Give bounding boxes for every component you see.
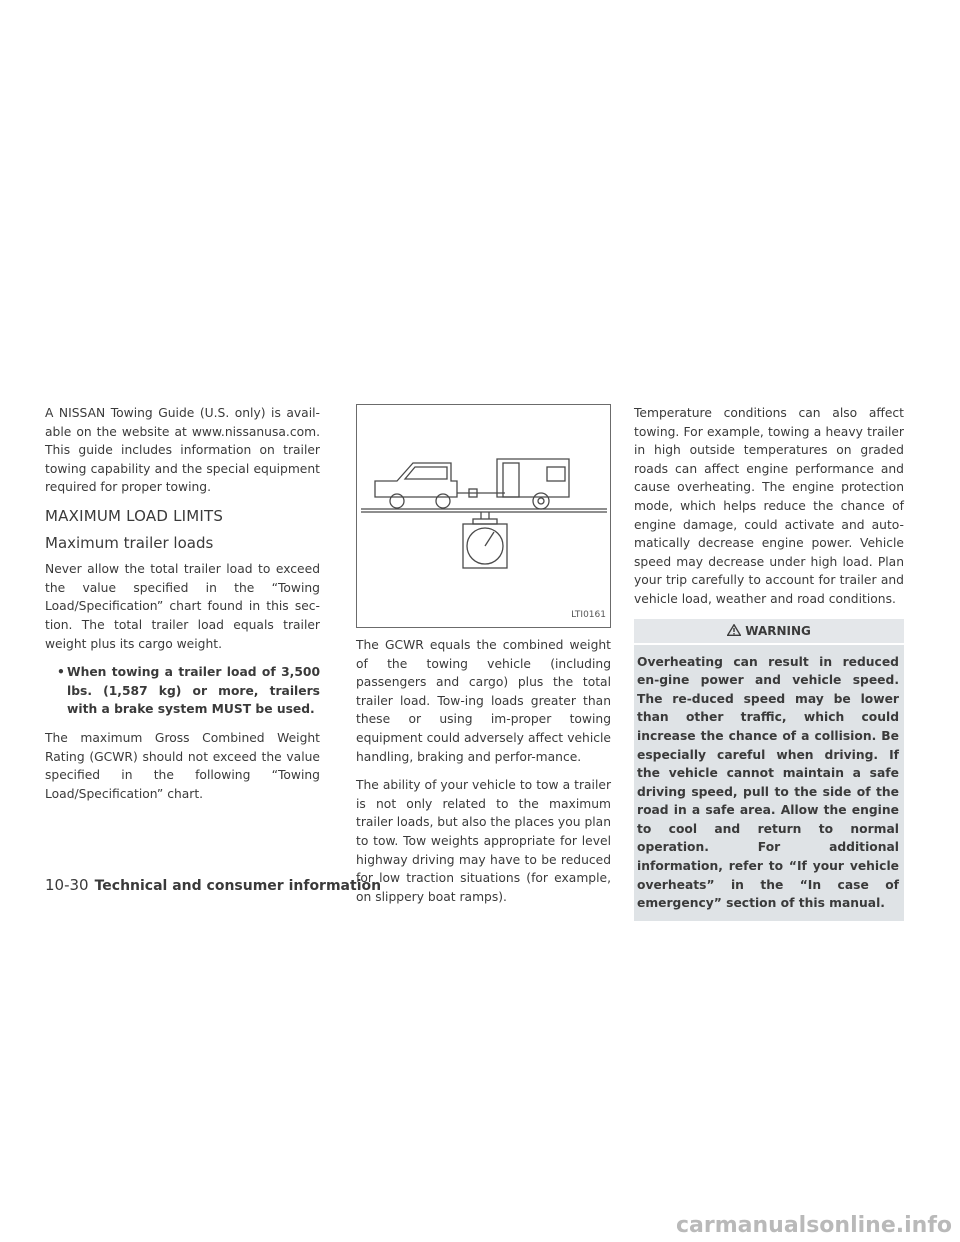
gcwr-paragraph: The maximum Gross Combined Weight Rating (GCWR) should not exceed the value specified in the following “Towing Load/Specification” chart. bbox=[45, 730, 320, 801]
warning-header bbox=[634, 619, 904, 643]
intro-paragraph: A NISSAN Towing Guide (U.S. only) is avail-able on the website at www.nissanusa.com. This guide includes information on trailer towing capability and the special equipment required for proper towing. bbox=[45, 406, 320, 495]
column-left bbox=[45, 404, 320, 813]
traction-paragraph: The ability of your vehicle to tow a trailer is not only related to the maximum trailer loads, but also the places you plan to tow. Tow weights appropriate for level highway driving may have to be reduced for low traction situations (for example, on slippery boat ramps). bbox=[356, 778, 611, 904]
warning-triangle-icon bbox=[727, 624, 741, 636]
bullet-text: When towing a trailer load of 3,500 lbs. (1,587 kg) or more, trailers with a brake system MUST be used. bbox=[67, 665, 320, 717]
section-heading: MAXIMUM LOAD LIMITS bbox=[45, 506, 224, 525]
trailer-load-paragraph: Never allow the total trailer load to exceed the value specified in the “Towing Load/Specification” chart found in this sec-tion. The total trailer load equals trailer weight plus its cargo weight. bbox=[45, 562, 320, 651]
warning-text: Overheating can result in reduced en-gine power and vehicle speed. The re-duced speed may be lower than other traffic, which could increase the chance of a collision. Be especially careful when driving. If the vehicle cannot maintain a safe driving speed, pull to the side of the road in a safe area. Allow the engine to cool and return to normal operation. For additional information, refer to “If your vehicle overheats” in the “In case of emergency” section of this manual. bbox=[634, 645, 904, 921]
truck-trailer-scale-illustration bbox=[357, 405, 610, 627]
subheading: Maximum trailer loads bbox=[45, 533, 214, 552]
page-number: 10-30 bbox=[45, 876, 89, 894]
gcwr-explanation-paragraph: The GCWR equals the combined weight of the towing vehicle (including passengers and cargo) plus the total trailer load. Tow-ing loads greater than these or using im-proper towing equipment could adversely affect vehicle handling, braking and perfor-mance. bbox=[356, 638, 611, 764]
figure-code: LTI0161 bbox=[571, 610, 606, 621]
page-footer bbox=[45, 876, 381, 894]
warning-title: WARNING bbox=[745, 623, 811, 638]
watermark: carmanualsonline.info bbox=[676, 1213, 952, 1238]
column-middle bbox=[356, 404, 611, 916]
temperature-paragraph: Temperature conditions can also affect towing. For example, towing a heavy trailer in high outside temperatures on graded roads can affect engine performance and cause overheating. The engine protection mode, which helps reduce the chance of engine damage, could activate and auto-matically decrease engine power. Vehicle speed may decrease under high load. Plan your trip carefully to account for trailer and vehicle load, weather and road conditions. bbox=[634, 406, 904, 606]
bullet-mark: • bbox=[57, 665, 65, 680]
chapter-title: Technical and consumer information bbox=[94, 878, 382, 894]
column-right bbox=[634, 404, 904, 921]
towing-figure bbox=[356, 404, 611, 628]
brake-bullet bbox=[57, 663, 320, 719]
